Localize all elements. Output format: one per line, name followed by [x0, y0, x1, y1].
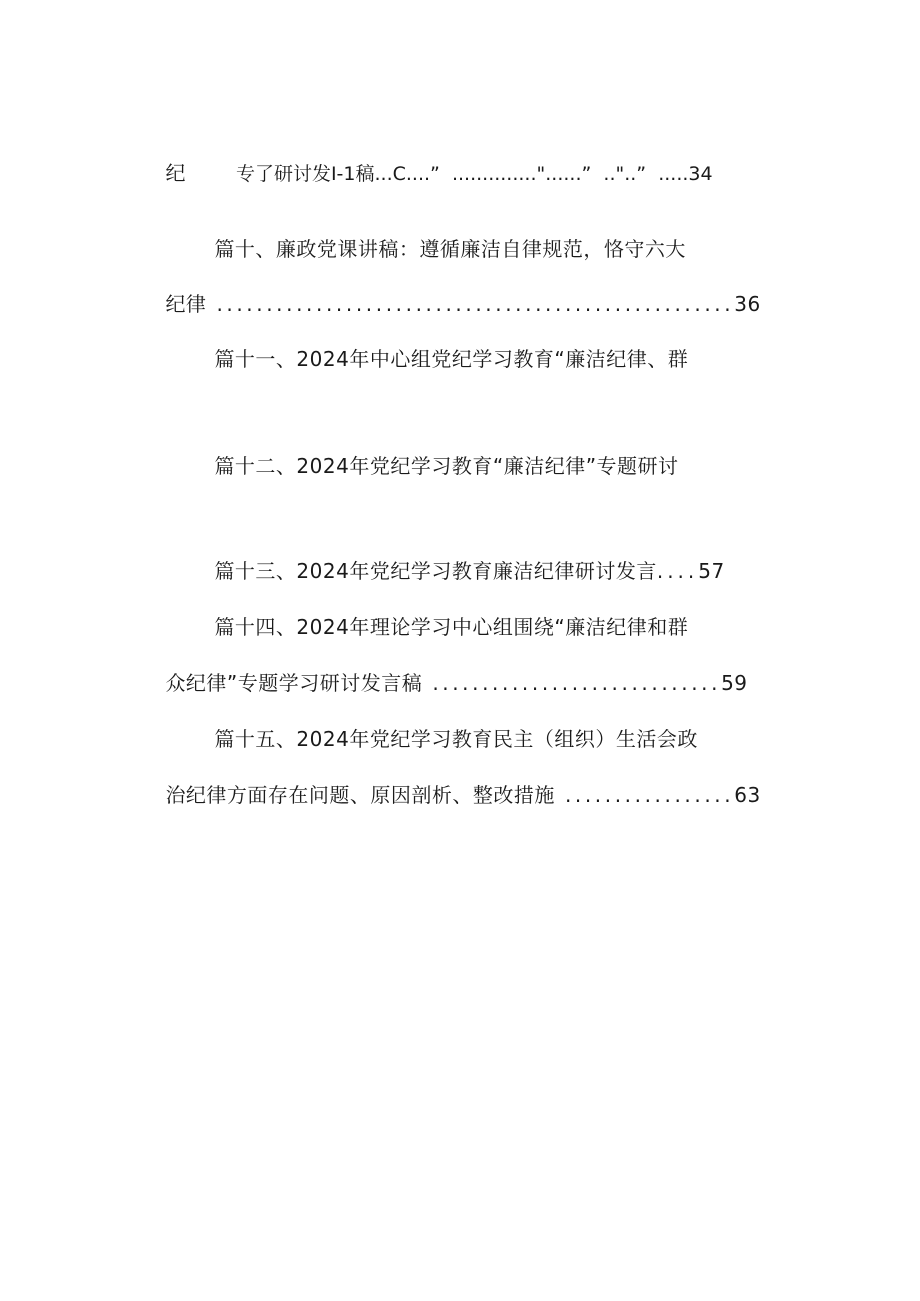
toc-page-number: 63: [734, 783, 761, 807]
toc-page-number: 36: [734, 292, 761, 316]
toc-page-number: 59: [721, 671, 748, 695]
toc-leader-dots: .................: [564, 783, 735, 807]
toc-entry-11-title: 篇十一、2024年中心组党纪学习教育“廉洁纪律、群: [214, 347, 689, 371]
toc-entry-10-title-end: 纪律: [165, 292, 207, 316]
toc-entry-14-title-end: 众纪律”专题学习研讨发言稿: [165, 671, 423, 695]
toc-entry-13-title: 篇十三、2024年党纪学习教育廉洁纪律研讨发言: [214, 559, 657, 583]
toc-entry-15-title: 篇十五、2024年党纪学习教育民主（组织）生活会政: [214, 727, 698, 751]
toc-entry-9-prefix: 纪: [165, 161, 186, 185]
toc-entry-10-title: 篇十、廉政党课讲稿：遵循廉洁自律规范，恪守六大: [214, 237, 686, 261]
toc-leader-dots: ....: [656, 559, 699, 583]
toc-leader-dots: ....................................................: [216, 292, 735, 316]
toc-entry-9-text: 专了研讨发I-1稿...C....” .............."......” .."..” .....34: [235, 163, 713, 185]
toc-entry-15-line-2[interactable]: [138, 753, 761, 837]
toc-entry-14-title: 篇十四、2024年理论学习中心组围绕“廉洁纪律和群: [214, 615, 689, 639]
toc-page-number: 57: [698, 559, 725, 583]
toc-entry-12-title: 篇十二、2024年党纪学习教育“廉洁纪律”专题研讨: [214, 454, 679, 478]
toc-leader-dots: .............................: [432, 671, 722, 695]
toc-entry-12-line-1[interactable]: [187, 424, 679, 508]
toc-entry-9-line[interactable]: [138, 131, 713, 216]
toc-entry-15-title-end: 治纪律方面存在问题、原因剖析、整改措施: [165, 783, 555, 807]
toc-entry-11-line-1[interactable]: [187, 317, 688, 401]
